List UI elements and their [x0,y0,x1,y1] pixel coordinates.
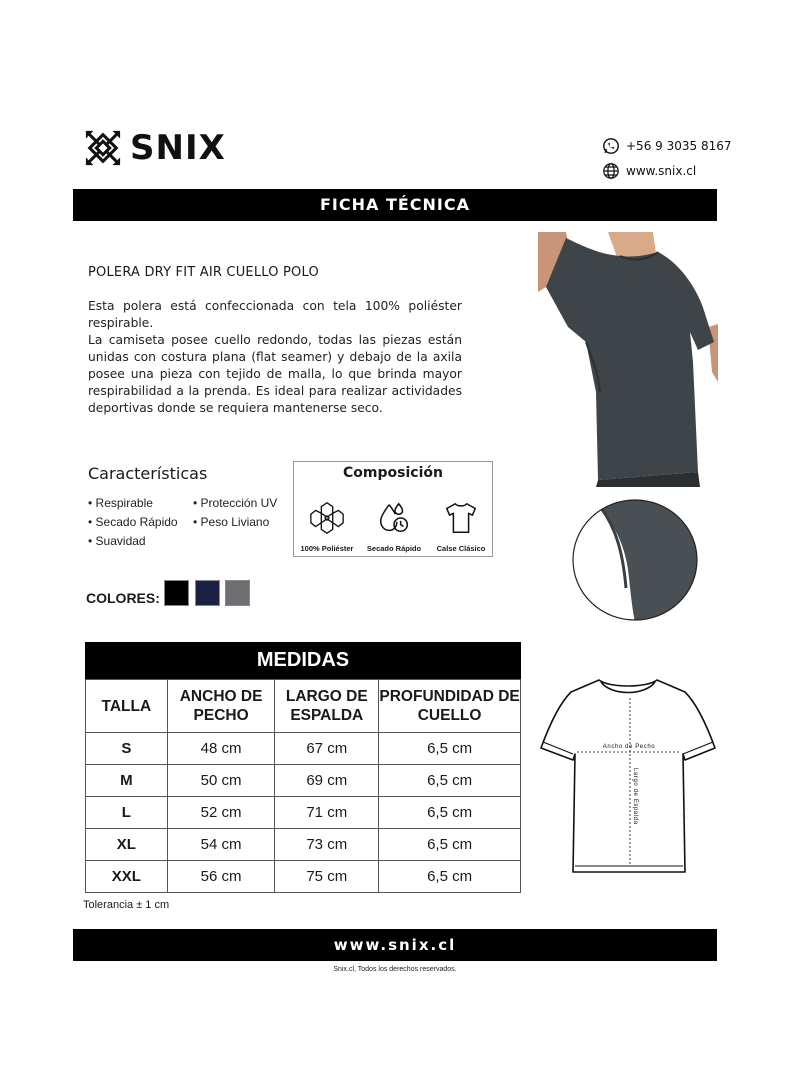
size-cell: XL [86,829,168,861]
composition-item [361,498,427,553]
contact-info [602,135,731,185]
brand-name: SNIX [130,128,226,168]
color-swatch-gray[interactable] [225,580,250,606]
website-row [602,160,731,182]
column-header: TALLA [86,680,168,733]
table-row [86,733,521,765]
column-header: LARGO DE ESPALDA [275,680,379,733]
color-swatch-navy[interactable] [195,580,220,606]
product-photo [538,232,718,487]
composition-label: Secado Rápido [366,544,422,553]
shirt-measurement-diagram [537,676,719,876]
table-cell: 6,5 cm [379,797,521,829]
size-table [85,679,521,893]
table-cell: 6,5 cm [379,829,521,861]
table-row [86,797,521,829]
product-description [88,298,462,417]
description-paragraph: La camiseta posee cuello redondo, todas las piezas están unidas con costura plana (flat seamer) y debajo de la axila posee una pieza con tejido de malla, lo que brinda mayor respirabilidad a la prenda. Es ideal para realizar actividades deportivas donde se requiera mantenerse seco. [88,333,462,415]
size-cell: S [86,733,168,765]
features-column-2 [193,496,303,534]
feature-item: • Secado Rápido [88,515,198,534]
table-cell: 6,5 cm [379,765,521,797]
column-header: ANCHO DE PECHO [167,680,275,733]
tshirt-icon [442,498,480,538]
table-cell: 75 cm [275,861,379,893]
table-row [86,765,521,797]
table-cell: 71 cm [275,797,379,829]
website-link[interactable]: www.snix.cl [626,164,697,178]
table-cell: 52 cm [167,797,275,829]
table-cell: 73 cm [275,829,379,861]
composition-title: Composición [343,465,443,481]
table-cell: 6,5 cm [379,733,521,765]
tolerance-note: Tolerancia ± 1 cm [83,899,170,911]
back-length-label: Largo de Espalda [632,768,638,825]
description-paragraph: Esta polera está confeccionada con tela 100% poliéster respirable. [88,299,462,330]
column-header: PROFUNDIDAD DE CUELLO [379,680,521,733]
header-banner: FICHA TÉCNICA [73,189,717,221]
composition-label: 100% Poliéster [300,544,354,553]
measurements-title: MEDIDAS [85,642,521,679]
snix-logo-icon [84,129,122,167]
colors-label: COLORES: [86,590,160,606]
measurements-table [85,642,521,893]
size-cell: XXL [86,861,168,893]
features-title: Características [88,464,208,483]
features-column-1 [88,496,198,553]
composition-item [294,498,360,553]
phone-number[interactable]: +56 9 3035 8167 [626,139,732,153]
mesh-detail-image [571,498,699,622]
composition-box [293,461,493,557]
size-cell: M [86,765,168,797]
table-cell: 50 cm [167,765,275,797]
chest-width-label: Ancho de Pecho [602,744,656,750]
feature-item: • Protección UV [193,496,303,515]
feature-item: • Respirable [88,496,198,515]
table-cell: 69 cm [275,765,379,797]
feature-item: • Peso Liviano [193,515,303,534]
footer-banner[interactable]: www.snix.cl [73,929,717,961]
table-cell: 48 cm [167,733,275,765]
color-swatch-black[interactable] [164,580,189,606]
brand-logo [84,128,226,168]
copyright-text: Snix.cl, Todos los derechos reservados. [333,966,457,973]
table-row [86,829,521,861]
table-row [86,861,521,893]
size-cell: L [86,797,168,829]
table-header-row [86,680,521,733]
phone-row [602,135,731,157]
globe-icon [602,162,620,180]
polyester-icon [308,498,346,538]
product-title: POLERA DRY FIT AIR CUELLO POLO [88,265,319,280]
composition-label: Calse Clásico [436,544,486,553]
table-cell: 67 cm [275,733,379,765]
quick-dry-icon [375,498,413,538]
whatsapp-icon [602,137,620,155]
table-cell: 54 cm [167,829,275,861]
feature-item: • Suavidad [88,534,198,553]
table-cell: 56 cm [167,861,275,893]
composition-item [428,498,494,553]
table-cell: 6,5 cm [379,861,521,893]
